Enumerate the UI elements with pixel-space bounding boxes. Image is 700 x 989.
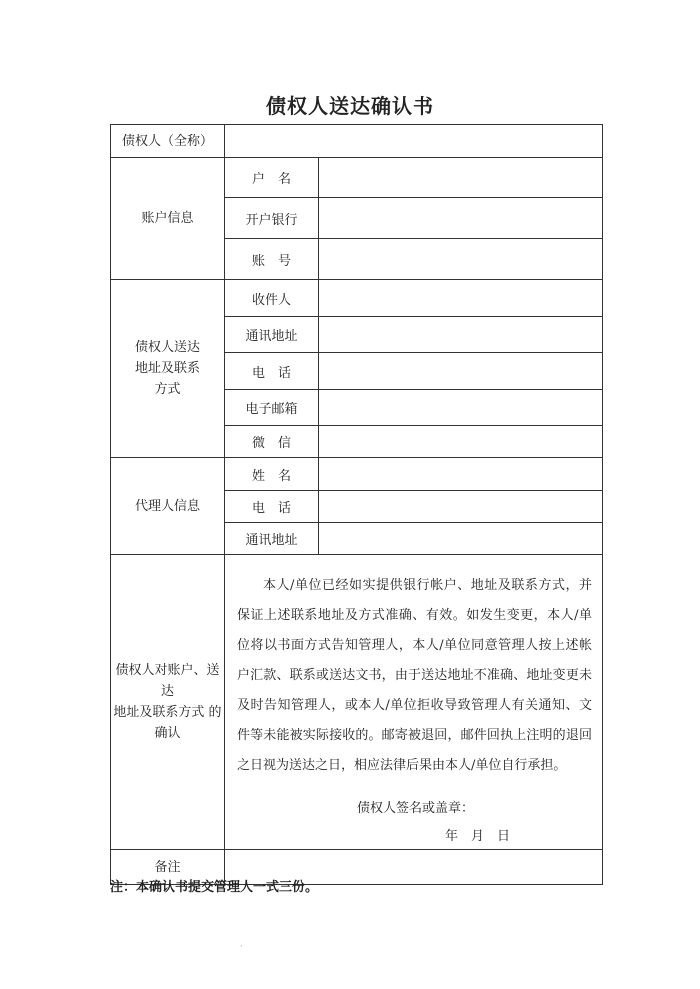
footnote: 注：本确认书提交管理人一式三份。 bbox=[110, 880, 319, 895]
bank-field[interactable] bbox=[319, 198, 603, 239]
scan-speck: · bbox=[240, 942, 243, 952]
agent-row bbox=[111, 458, 603, 491]
account-section-label: 账户信息 bbox=[111, 158, 225, 280]
recipient-field[interactable] bbox=[319, 280, 603, 317]
wechat-field[interactable] bbox=[319, 426, 603, 458]
phone-field[interactable] bbox=[319, 353, 603, 390]
date-label: 年 月 日 bbox=[444, 829, 510, 844]
bank-label: 开户银行 bbox=[225, 198, 319, 239]
mailing-address-field[interactable] bbox=[319, 317, 603, 353]
confirmation-statement: 本人/单位已经如实提供银行帐户、地址及联系方式，并保证上述联系地址及方式准确、有效。如发生变更，本人/单位将以书面方式告知管理人，本人/单位同意管理人按上述帐户汇款、联系或送达文书，由于送达地址不准确、地址变更未及时告知管理人，或本人/单位拒收导致管理人有关通知、文件等未能被实际接收的。邮寄被退回，邮件回执上注明的退回之日视为送达之日，相应法律后果由本人/单位自行承担。 bbox=[237, 578, 592, 773]
agent-phone-field[interactable] bbox=[319, 491, 603, 523]
agent-address-label: 通讯地址 bbox=[225, 523, 319, 555]
signature-label: 债权人签名或盖章： bbox=[356, 801, 474, 816]
confirmation-section-label bbox=[111, 555, 225, 850]
creditor-row bbox=[111, 125, 603, 158]
phone-label: 电 话 bbox=[225, 353, 319, 390]
email-label: 电子邮箱 bbox=[225, 390, 319, 426]
account-row bbox=[111, 158, 603, 198]
agent-section-label: 代理人信息 bbox=[111, 458, 225, 555]
document-title: 债权人送达确认书 bbox=[266, 94, 434, 118]
remarks-label: 备注 bbox=[111, 850, 225, 885]
creditor-name-field[interactable] bbox=[225, 125, 603, 158]
recipient-label: 收件人 bbox=[225, 280, 319, 317]
email-field[interactable] bbox=[319, 390, 603, 426]
account-name-field[interactable] bbox=[319, 158, 603, 198]
creditor-label: 债权人（全称） bbox=[111, 125, 225, 158]
confirmation-label-line: 确认 bbox=[154, 726, 181, 741]
delivery-label-line: 债权人送达 bbox=[134, 340, 200, 355]
agent-phone-label: 电 话 bbox=[225, 491, 319, 523]
delivery-section-label bbox=[111, 280, 225, 458]
confirmation-row bbox=[111, 555, 603, 850]
delivery-row bbox=[111, 280, 603, 317]
delivery-label-line: 地址及联系 bbox=[134, 361, 200, 376]
account-name-label: 户 名 bbox=[225, 158, 319, 198]
wechat-label: 微 信 bbox=[225, 426, 319, 458]
delivery-label-line: 方式 bbox=[154, 382, 181, 397]
account-number-field[interactable] bbox=[319, 239, 603, 280]
account-number-label: 账 号 bbox=[225, 239, 319, 280]
agent-address-field[interactable] bbox=[319, 523, 603, 555]
confirmation-statement-cell bbox=[225, 555, 603, 850]
agent-name-field[interactable] bbox=[319, 458, 603, 491]
confirmation-label-line: 债权人对账户、送达 bbox=[115, 663, 220, 699]
mailing-address-label: 通讯地址 bbox=[225, 317, 319, 353]
agent-name-label: 姓 名 bbox=[225, 458, 319, 491]
confirmation-form-table bbox=[110, 124, 603, 885]
confirmation-label-line: 地址及联系方式 的 bbox=[113, 705, 222, 720]
